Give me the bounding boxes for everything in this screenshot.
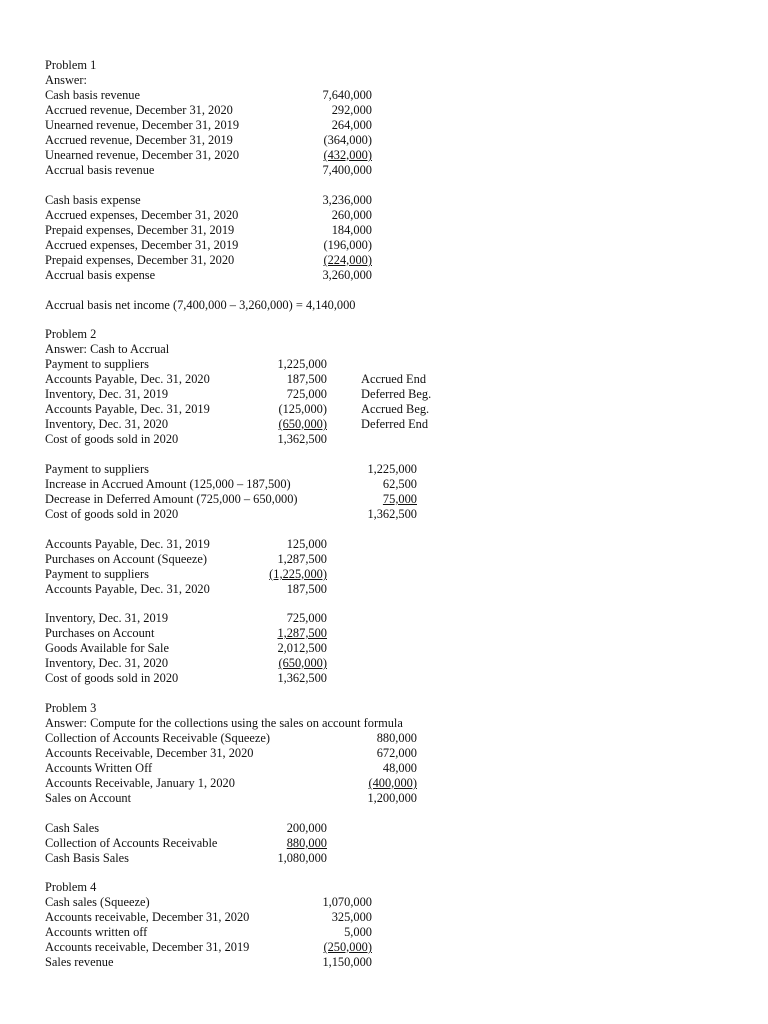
line-amount: (224,000) xyxy=(323,253,372,267)
line-label: Collection of Accounts Receivable (Squeeze) xyxy=(45,731,271,745)
line-label: Accounts written off xyxy=(45,925,148,939)
line-amount: 1,225,000 xyxy=(367,462,417,476)
line-label: Unearned revenue, December 31, 2020 xyxy=(45,148,240,162)
line-label: Cash sales (Squeeze) xyxy=(45,895,150,909)
line-label: Inventory, Dec. 31, 2020 xyxy=(45,417,169,431)
line-label: Sales revenue xyxy=(45,955,114,969)
document-line xyxy=(45,761,725,776)
document-line xyxy=(45,731,725,746)
line-label: Prepaid expenses, December 31, 2019 xyxy=(45,223,235,237)
line-label: Accrued expenses, December 31, 2019 xyxy=(45,238,239,252)
line-amount: 1,287,500 xyxy=(277,626,327,640)
document-line xyxy=(45,910,725,925)
line-label: Problem 2 xyxy=(45,327,97,341)
document-line xyxy=(45,567,725,582)
document-line xyxy=(45,193,725,208)
line-note: Deferred Beg. xyxy=(361,387,432,401)
document-line xyxy=(45,940,725,955)
line-label: Increase in Accrued Amount (125,000 – 187,500) xyxy=(45,477,291,491)
line-label: Inventory, Dec. 31, 2019 xyxy=(45,387,169,401)
document-line xyxy=(45,776,725,791)
line-amount: 62,500 xyxy=(382,477,417,491)
line-amount: 48,000 xyxy=(382,761,417,775)
document-line xyxy=(45,611,725,626)
document-line xyxy=(45,357,725,372)
document-line xyxy=(45,432,725,447)
line-label: Payment to suppliers xyxy=(45,462,149,476)
document-line xyxy=(45,656,725,671)
document-line xyxy=(45,955,725,970)
line-label: Answer: xyxy=(45,73,87,87)
document-line xyxy=(45,552,725,567)
line-amount: 5,000 xyxy=(344,925,372,939)
document-line xyxy=(45,880,725,895)
line-amount: 672,000 xyxy=(376,746,417,760)
line-label: Goods Available for Sale xyxy=(45,641,169,655)
document-line xyxy=(45,641,725,656)
document-line xyxy=(45,851,725,866)
line-label: Answer: Cash to Accrual xyxy=(45,342,170,356)
line-amount: 3,260,000 xyxy=(322,268,372,282)
document-line xyxy=(45,118,725,133)
line-amount: 75,000 xyxy=(382,492,417,506)
line-amount: 1,362,500 xyxy=(277,671,327,685)
line-amount: 292,000 xyxy=(331,103,372,117)
line-label: Accounts receivable, December 31, 2019 xyxy=(45,940,250,954)
line-amount: 725,000 xyxy=(286,387,327,401)
line-amount: 187,500 xyxy=(286,582,327,596)
line-label: Accrual basis revenue xyxy=(45,163,155,177)
line-label: Cost of goods sold in 2020 xyxy=(45,432,179,446)
line-amount: 880,000 xyxy=(376,731,417,745)
line-amount: 725,000 xyxy=(286,611,327,625)
line-amount: (1,225,000) xyxy=(269,567,327,581)
document-line xyxy=(45,477,725,492)
document-line xyxy=(45,238,725,253)
line-note: Accrued Beg. xyxy=(361,402,430,416)
document-line xyxy=(45,462,725,477)
document-line xyxy=(45,298,725,313)
document-line xyxy=(45,716,725,731)
document-line xyxy=(45,372,725,387)
line-amount: 1,362,500 xyxy=(367,507,417,521)
document-line xyxy=(45,671,725,686)
document-line xyxy=(45,746,725,761)
line-amount: 187,500 xyxy=(286,372,327,386)
document-line xyxy=(45,327,725,342)
line-label: Payment to suppliers xyxy=(45,567,149,581)
document-line xyxy=(45,402,725,417)
line-amount: (650,000) xyxy=(278,656,327,670)
line-amount: 200,000 xyxy=(286,821,327,835)
line-amount: 184,000 xyxy=(331,223,372,237)
line-label: Accrued revenue, December 31, 2019 xyxy=(45,133,233,147)
document-line xyxy=(45,58,725,73)
line-label: Problem 3 xyxy=(45,701,97,715)
line-amount: 1,200,000 xyxy=(367,791,417,805)
document-line xyxy=(45,88,725,103)
line-label: Decrease in Deferred Amount (725,000 – 650,000) xyxy=(45,492,298,506)
line-amount: 880,000 xyxy=(286,836,327,850)
line-label: Accrual basis net income (7,400,000 – 3,260,000) = 4,140,000 xyxy=(45,298,356,312)
line-amount: 2,012,500 xyxy=(277,641,327,655)
line-label: Purchases on Account xyxy=(45,626,155,640)
line-amount: 1,362,500 xyxy=(277,432,327,446)
line-amount: (125,000) xyxy=(278,402,327,416)
document-line xyxy=(45,507,725,522)
line-amount: 1,225,000 xyxy=(277,357,327,371)
document-line xyxy=(45,223,725,238)
line-label: Inventory, Dec. 31, 2020 xyxy=(45,656,169,670)
document-line xyxy=(45,626,725,641)
line-amount: (364,000) xyxy=(323,133,372,147)
line-amount: 260,000 xyxy=(331,208,372,222)
line-label: Purchases on Account (Squeeze) xyxy=(45,552,208,566)
document-line xyxy=(45,342,725,357)
line-label: Problem 1 xyxy=(45,58,97,72)
line-label: Accounts Receivable, December 31, 2020 xyxy=(45,746,254,760)
line-label: Answer: Compute for the collections using the sales on account formula xyxy=(45,716,403,730)
line-note: Accrued End xyxy=(361,372,427,386)
line-label: Collection of Accounts Receivable xyxy=(45,836,218,850)
line-label: Cash Basis Sales xyxy=(45,851,129,865)
document-line xyxy=(45,163,725,178)
line-label: Unearned revenue, December 31, 2019 xyxy=(45,118,240,132)
document-line xyxy=(45,103,725,118)
document-line xyxy=(45,73,725,88)
line-label: Accounts Payable, Dec. 31, 2019 xyxy=(45,537,210,551)
document-line xyxy=(45,492,725,507)
line-label: Accounts Payable, Dec. 31, 2019 xyxy=(45,402,210,416)
line-label: Accounts Payable, Dec. 31, 2020 xyxy=(45,582,210,596)
document-line xyxy=(45,582,725,597)
document-line xyxy=(45,821,725,836)
document-line xyxy=(45,417,725,432)
line-label: Sales on Account xyxy=(45,791,132,805)
document-line xyxy=(45,148,725,163)
line-label: Prepaid expenses, December 31, 2020 xyxy=(45,253,235,267)
line-label: Payment to suppliers xyxy=(45,357,149,371)
document-line xyxy=(45,895,725,910)
line-amount: 7,640,000 xyxy=(322,88,372,102)
line-amount: (400,000) xyxy=(368,776,417,790)
line-amount: 264,000 xyxy=(331,118,372,132)
line-amount: 1,070,000 xyxy=(322,895,372,909)
line-amount: 1,080,000 xyxy=(277,851,327,865)
line-label: Accounts Written Off xyxy=(45,761,153,775)
line-label: Cash basis expense xyxy=(45,193,141,207)
line-label: Inventory, Dec. 31, 2019 xyxy=(45,611,169,625)
line-label: Accounts Payable, Dec. 31, 2020 xyxy=(45,372,210,386)
line-amount: 1,287,500 xyxy=(277,552,327,566)
document-line xyxy=(45,791,725,806)
document-line xyxy=(45,836,725,851)
line-label: Accrued revenue, December 31, 2020 xyxy=(45,103,233,117)
line-label: Accounts Receivable, January 1, 2020 xyxy=(45,776,235,790)
line-label: Accounts receivable, December 31, 2020 xyxy=(45,910,250,924)
line-label: Accrued expenses, December 31, 2020 xyxy=(45,208,239,222)
document-line xyxy=(45,701,725,716)
line-label: Accrual basis expense xyxy=(45,268,156,282)
document-line xyxy=(45,208,725,223)
document-line xyxy=(45,925,725,940)
line-amount: 7,400,000 xyxy=(322,163,372,177)
line-note: Deferred End xyxy=(361,417,429,431)
line-label: Cost of goods sold in 2020 xyxy=(45,671,179,685)
document-line xyxy=(45,253,725,268)
line-amount: (196,000) xyxy=(323,238,372,252)
document-line xyxy=(45,387,725,402)
line-label: Problem 4 xyxy=(45,880,97,894)
line-amount: 125,000 xyxy=(286,537,327,551)
line-label: Cost of goods sold in 2020 xyxy=(45,507,179,521)
line-amount: 325,000 xyxy=(331,910,372,924)
line-label: Cash basis revenue xyxy=(45,88,140,102)
line-amount: 3,236,000 xyxy=(322,193,372,207)
document-line xyxy=(45,133,725,148)
line-amount: 1,150,000 xyxy=(322,955,372,969)
document-line xyxy=(45,537,725,552)
line-label: Cash Sales xyxy=(45,821,100,835)
line-amount: (250,000) xyxy=(323,940,372,954)
line-amount: (650,000) xyxy=(278,417,327,431)
line-amount: (432,000) xyxy=(323,148,372,162)
document-line xyxy=(45,268,725,283)
